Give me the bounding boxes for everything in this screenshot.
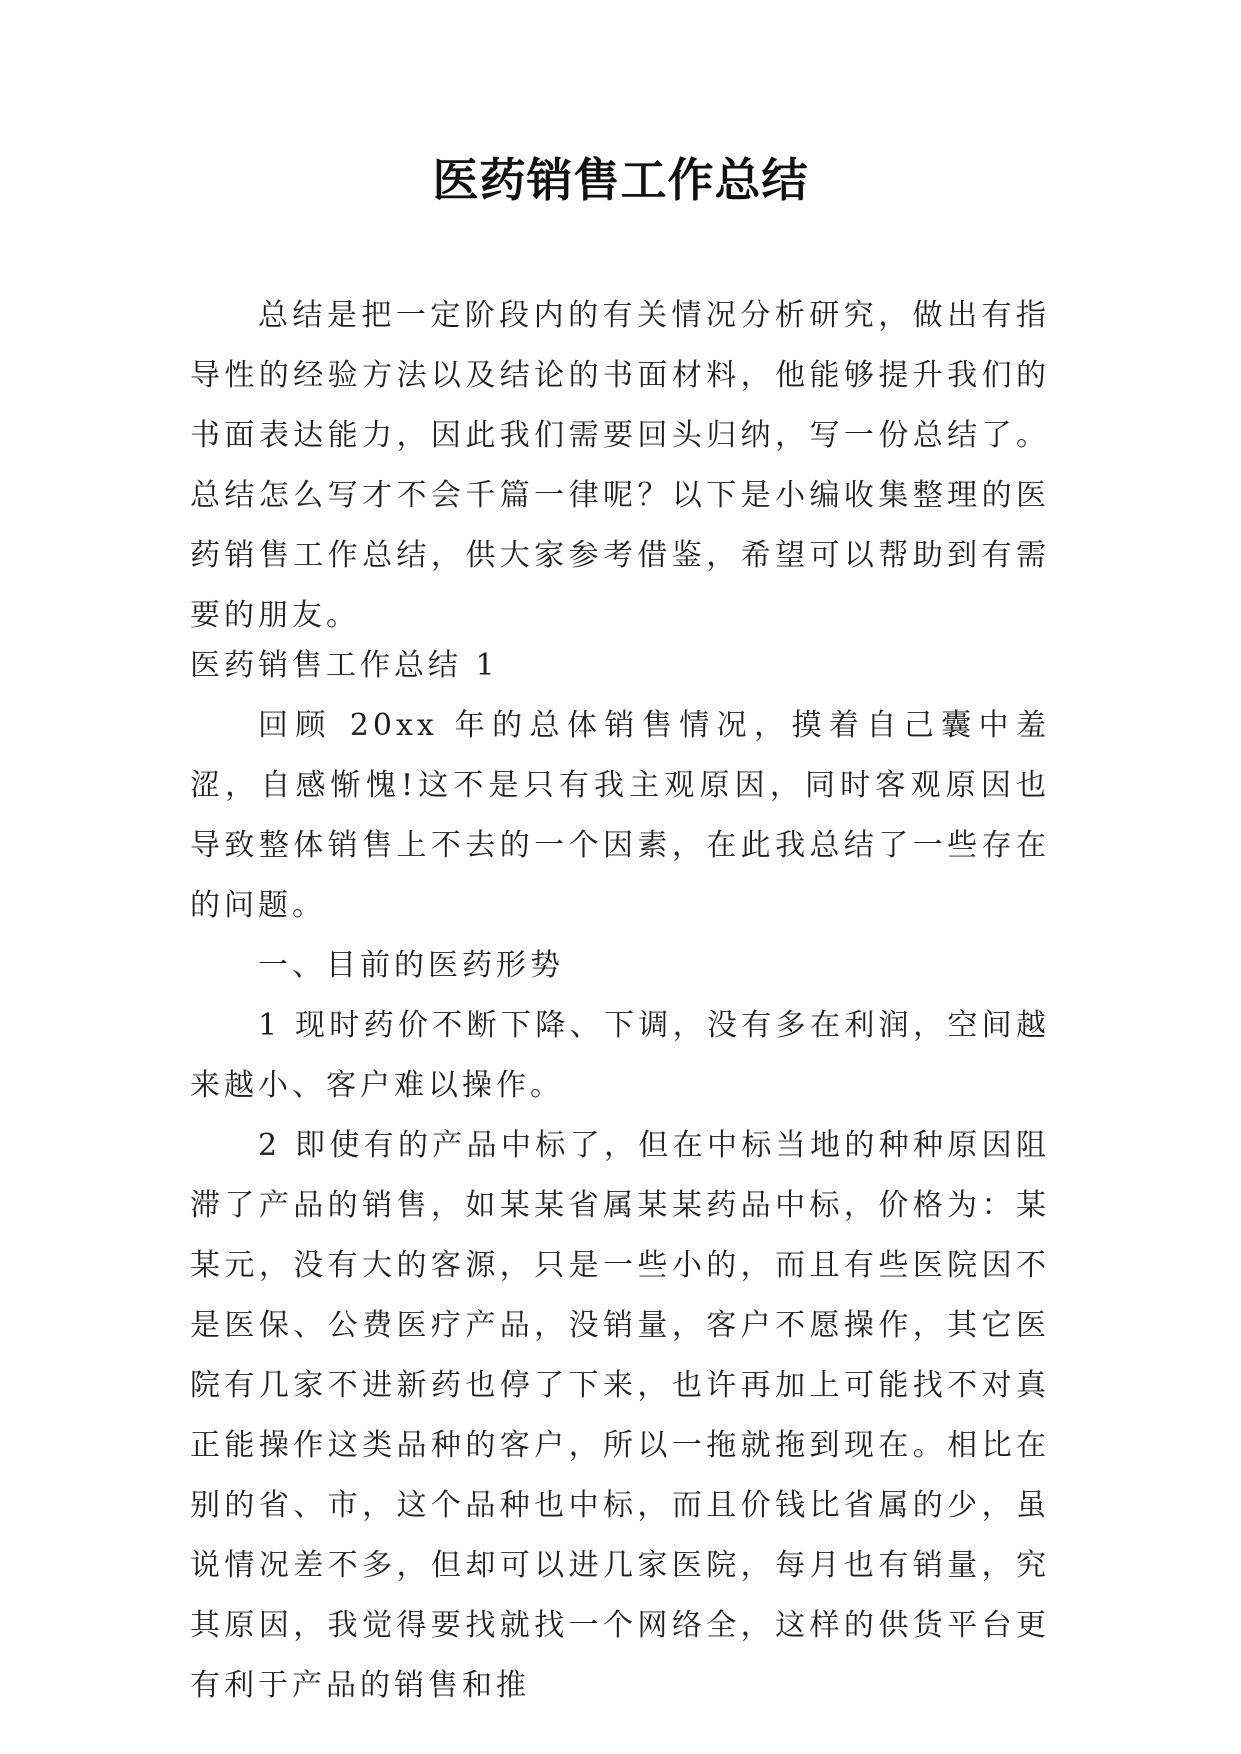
intro-block [190, 286, 1050, 646]
paragraph-review: 回顾 20xx 年的总体销售情况，摸着自己囊中羞涩，自感惭愧!这不是只有我主观原因，同时客观原因也导致整体销售上不去的一个因素，在此我总结了一些存在的问题。 [190, 708, 1050, 923]
section-1 [190, 636, 1050, 1716]
paragraph-point-2: 2 即使有的产品中标了，但在中标当地的种种原因阻滞了产品的销售，如某某省属某某药品中标，价格为：某某元，没有大的客源，只是一些小的，而且有些医院因不是医保、公费医疗产品，没销量，客户不愿操作，其它医院有几家不进新药也停了下来，也许再加上可能找不对真正能操作这类品种的客户，所以一拖就拖到现在。相比在别的省、市，这个品种也中标，而且价钱比省属的少，虽说情况差不多，但却可以进几家医院，每月也有销量，究其原因，我觉得要找就找一个网络全，这样的供货平台更有利于产品的销售和推 [190, 1128, 1050, 1703]
document-title: 医药销售工作总结 [432, 153, 809, 207]
paragraph-point-1: 1 现时药价不断下降、下调，没有多在利润，空间越来越小、客户难以操作。 [190, 1008, 1050, 1103]
section-title: 医药销售工作总结 1 [190, 648, 499, 683]
intro-paragraph: 总结是把一定阶段内的有关情况分析研究，做出有指导性的经验方法以及结论的书面材料，他能够提升我们的书面表达能力，因此我们需要回头归纳，写一份总结了。总结怎么写才不会千篇一律呢？以下是小编收集整理的医药销售工作总结，供大家参考借鉴，希望可以帮助到有需要的朋友。 [190, 298, 1050, 633]
subheading-current-situation: 一、目前的医药形势 [258, 948, 564, 983]
